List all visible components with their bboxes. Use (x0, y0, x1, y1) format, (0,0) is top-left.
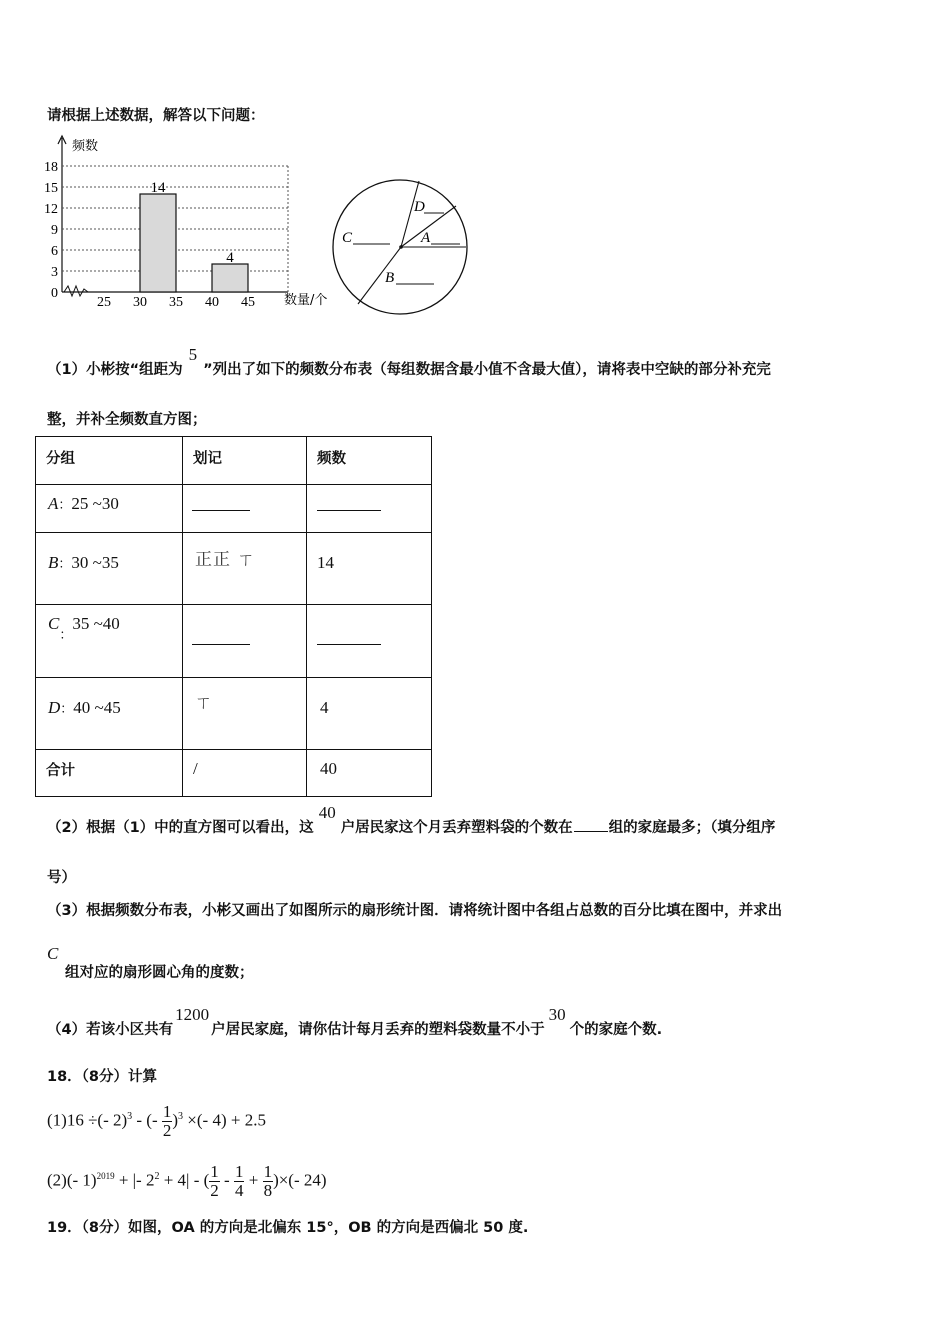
q3-c-letter: C (47, 944, 59, 963)
row-b-letter: B (48, 553, 59, 572)
expression-1: (1)16 ÷(- 2)$^3$ - (- $\frac{1}{2}$ )$^3$ ×(- 4) + 2.5 (47, 1102, 266, 1141)
expression-2 (47, 1155, 327, 1202)
q2-line2: 号） (47, 870, 76, 886)
y-tick-15: 15 (44, 181, 58, 196)
x-tick-35: 35 (169, 295, 183, 310)
row-b-count: 14 (317, 553, 334, 572)
q1-text-b: ”列出了如下的频数分布表（每组数据含最小值不含最大值），请将表中空缺的部分补充完 (203, 362, 771, 378)
row-c-sep: ： (59, 627, 73, 642)
e2-f3-num: 1 (263, 1162, 273, 1182)
q1-line2: 整，并补全频数直方图； (47, 412, 207, 428)
x-tick-25: 25 (97, 295, 111, 310)
e2-f3-den: 8 (263, 1181, 273, 1201)
e2-op-2: + (244, 1170, 263, 1190)
e1-numerator: 1 (162, 1102, 172, 1122)
total-label: 合计 (46, 763, 75, 779)
pie-label-c: C (342, 230, 353, 246)
e2-f1-num: 1 (210, 1162, 219, 1182)
q2-line1 (47, 803, 776, 837)
q1-line1 (47, 345, 771, 379)
row-d-letter: D (48, 698, 61, 717)
table-row (36, 485, 432, 533)
q4-text-b: 户居民家庭，请你估计每月丢弃的塑料袋数量不小于 (211, 1022, 545, 1038)
pie-label-d: D (414, 199, 425, 215)
header-tally: 划记 (193, 451, 222, 467)
row-c-count-blank[interactable] (317, 634, 381, 645)
table-row (36, 605, 432, 678)
y-tick-6: 6 (51, 244, 58, 259)
q2-household-count: 40 (318, 803, 336, 822)
row-d-group (36, 678, 182, 718)
q1-text-a: （1）小彬按“组距为 (47, 362, 183, 378)
table-total-row (36, 750, 432, 797)
x-tick-40: 40 (205, 295, 219, 310)
row-a-sep: ： (58, 497, 72, 512)
e2-fraction-1 (209, 1163, 220, 1200)
pie-label-b: B (385, 270, 395, 286)
row-b-range: 30 ~35 (71, 553, 119, 572)
e2-part-a: (2)(- 1) (47, 1170, 97, 1190)
q2-answer-blank[interactable] (574, 819, 608, 832)
e2-f2-den: 4 (234, 1181, 244, 1201)
row-c-letter: C (48, 614, 60, 633)
row-d-tally: ㄒ (195, 693, 213, 713)
table-row (36, 533, 432, 605)
e2-fraction-3 (263, 1163, 274, 1200)
pie-label-a: A (421, 230, 431, 246)
q2-text-a: （2）根据（1）中的直方图可以看出，这 (47, 820, 314, 836)
bar-label-4: 4 (226, 250, 234, 266)
x-tick-30: 30 (133, 295, 147, 310)
row-c-tally-blank[interactable] (192, 634, 250, 645)
row-b-sep: ： (58, 556, 72, 571)
y-tick-0: 0 (51, 286, 58, 301)
row-d-range: 40 ~45 (73, 698, 121, 717)
problem-19: 19．（8分）如图，OA 的方向是北偏东 15°，OB 的方向是西偏北 50 度. (47, 1220, 529, 1236)
table-header-row (36, 437, 432, 485)
x-axis-label: 数量/个 (284, 293, 328, 308)
q4-households: 1200 (175, 1005, 210, 1024)
e2-op-1: - (219, 1170, 234, 1190)
q4-text-c: 个的家庭个数. (569, 1022, 663, 1038)
row-b-group (36, 533, 182, 573)
pie-chart (330, 178, 470, 318)
header-group: 分组 (46, 451, 75, 467)
intro-text: 请根据上述数据，解答以下问题： (47, 108, 265, 124)
e1-part-b: - (- (132, 1110, 158, 1130)
q2-text-c: 组的家庭最多；（填分组序 (608, 820, 776, 836)
row-c-group (36, 605, 182, 642)
total-count: 40 (320, 759, 337, 778)
e2-part-c: + 4| - ( (159, 1170, 210, 1190)
total-tally: / (193, 759, 198, 778)
e1-denominator: 2 (162, 1121, 172, 1141)
y-axis-label: 频数 (72, 139, 99, 154)
histogram (40, 132, 360, 312)
row-a-range: 25 ~30 (71, 494, 119, 513)
bar-40-45 (212, 264, 248, 292)
row-c-range: 35 ~40 (72, 614, 120, 633)
row-a-count-blank[interactable] (317, 500, 381, 511)
frequency-table (35, 436, 432, 797)
q1-group-width: 5 (188, 345, 198, 364)
e2-f2-num: 1 (234, 1162, 244, 1182)
row-a-group (36, 485, 182, 514)
e2-part-d: )×(- 24) (273, 1170, 327, 1190)
axis-break-mark (64, 286, 88, 296)
row-b-tally: 正正 ㄒ (195, 550, 256, 570)
row-a-tally-blank[interactable] (192, 500, 250, 511)
e1-fraction (162, 1103, 173, 1140)
x-tick-45: 45 (241, 295, 255, 310)
q3-line1: （3）根据频数分布表，小彬又画出了如图所示的扇形统计图．请将统计图中各组占总数的百分比填在图中，并求出 (47, 903, 783, 919)
e1-exp-c: 3 (178, 1111, 184, 1122)
row-d-count: 4 (320, 698, 329, 717)
y-tick-9: 9 (51, 223, 58, 238)
pie-center (399, 245, 403, 249)
e1-exp-a: 3 (127, 1111, 133, 1122)
header-frequency: 频数 (317, 451, 346, 467)
q3-line2: 组对应的扇形圆心角的度数； (65, 965, 254, 981)
e1-part-c: ×(- 4) + 2.5 (183, 1110, 266, 1130)
q4-threshold: 30 (548, 1005, 566, 1024)
table-row (36, 678, 432, 750)
e2-fraction-2 (234, 1163, 245, 1200)
y-tick-3: 3 (51, 265, 58, 280)
row-a-letter: A (48, 494, 59, 513)
e2-exp-b: 2 (154, 1171, 160, 1182)
q4-text-a: （4）若该小区共有 (47, 1022, 174, 1038)
y-tick-18: 18 (44, 160, 58, 175)
y-tick-12: 12 (44, 202, 58, 217)
bar-label-14: 14 (150, 180, 166, 196)
e2-part-b: + |- 2 (114, 1170, 155, 1190)
e2-exp-a: 2019 (96, 1171, 115, 1181)
e2-f1-den: 2 (210, 1181, 219, 1201)
problem-18-title: 18．（8分）计算 (47, 1069, 158, 1085)
q2-text-b: 户居民家这个月丢弃塑料袋的个数在 (340, 820, 573, 836)
bar-30-35 (140, 194, 176, 292)
q4-line (47, 1005, 663, 1039)
e1-part-a: (1)16 ÷(- 2) (47, 1110, 128, 1130)
row-d-sep: ： (60, 701, 74, 716)
pie-divider-b-c (358, 247, 401, 304)
